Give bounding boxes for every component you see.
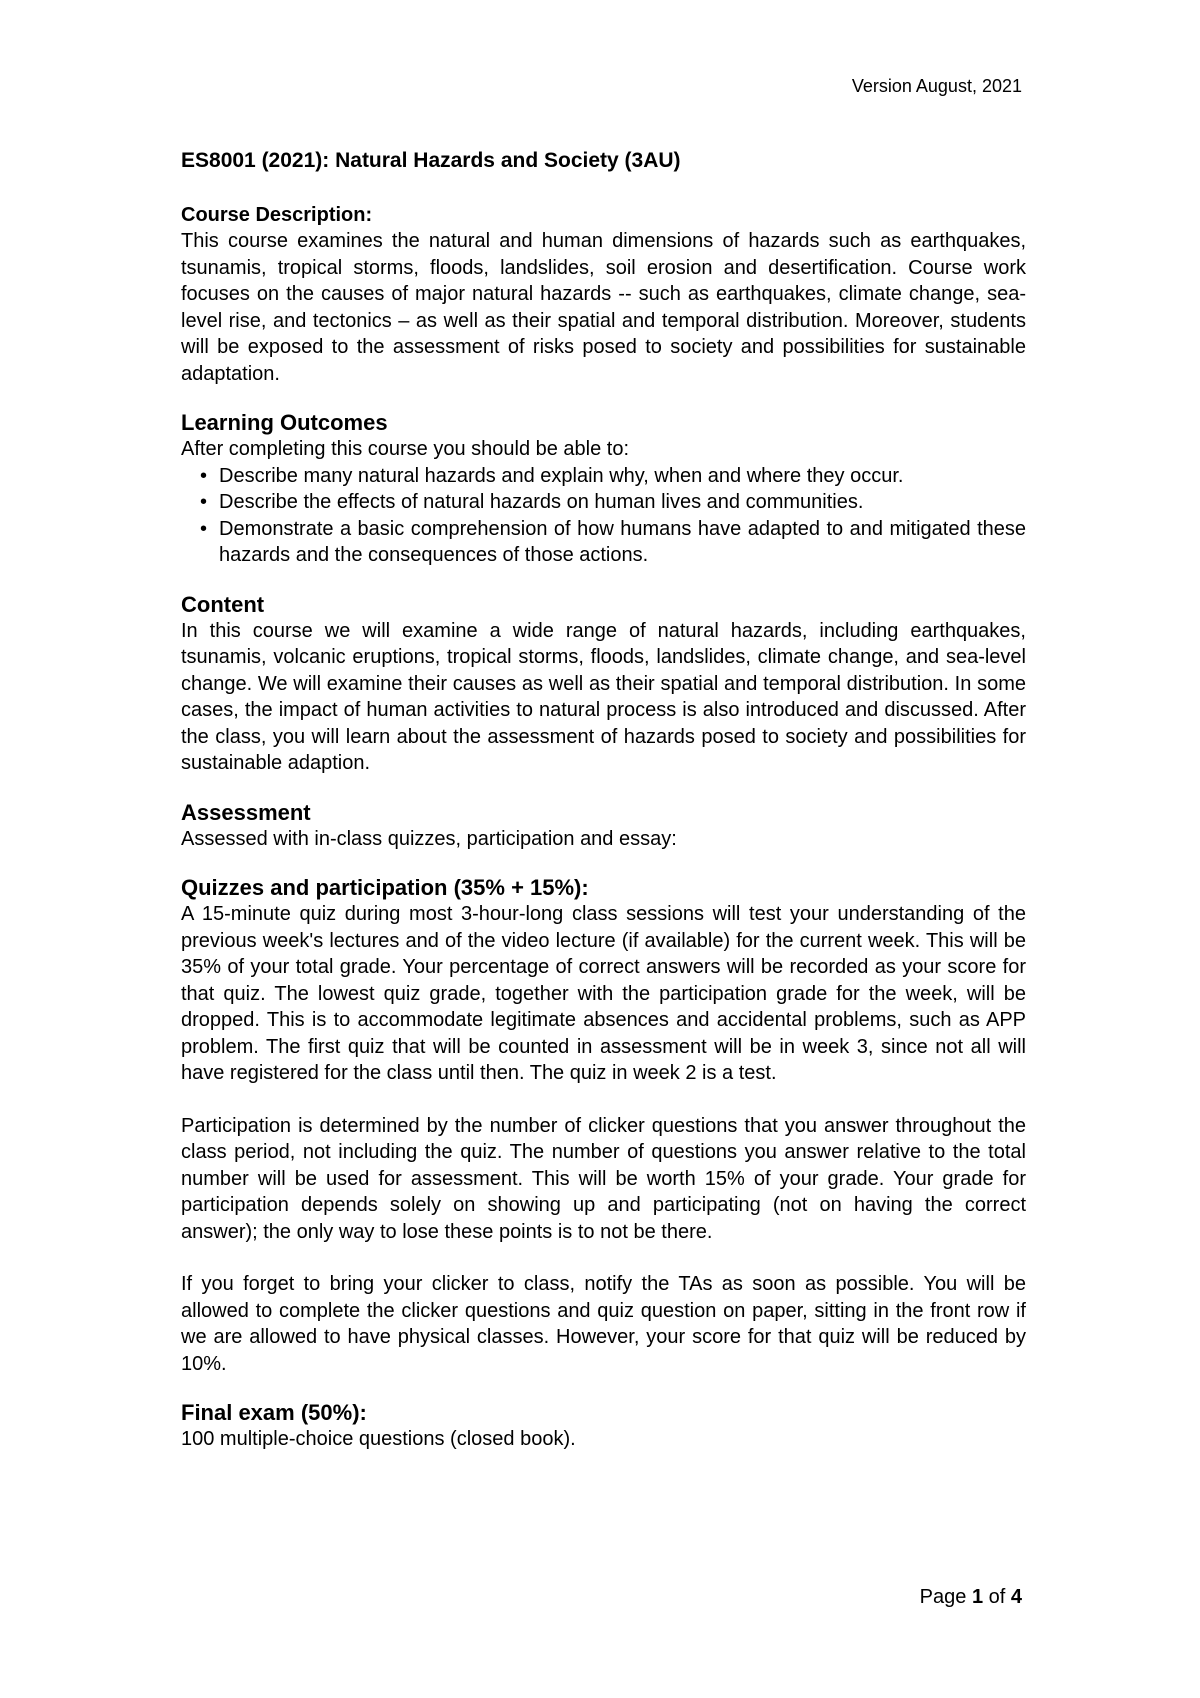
clicker-paragraph: If you forget to bring your clicker to class, notify the TAs as soon as possible. You will be allowed to complete the clicker questions and quiz question on paper, sitting in the front row if we are allowed to have physical classes. However, your score for that quiz will be reduced by 10%. — [181, 1273, 1026, 1375]
list-item — [181, 516, 1026, 569]
version-label: Version August, 2021 — [851, 76, 1022, 96]
bullet-icon: • — [200, 491, 208, 513]
course-description-text: This course examines the natural and human dimensions of hazards such as earthquakes, tsunamis, tropical storms, floods, landslides, soil erosion and desertification. Course work focuses on the causes of major natural hazards -- such as earthquakes, climate change, sea-level rise, and tectonics – as well as their spatial and temporal distribution. Moreover, students will be exposed to the assessment of risks posed to society and possibilities for sustainable adaptation. — [181, 230, 1026, 385]
content-text: In this course we will examine a wide range of natural hazards, including earthquakes, tsunamis, volcanic eruptions, tropical storms, floods, landslides, climate change, and sea-level change. We will examine their causes as well as their spatial and temporal distribution. In some cases, the impact of human activities to natural process is also introduced and discussed. After the class, you will learn about the assessment of hazards posed to society and possibilities for sustainable adaption. — [181, 619, 1026, 774]
quizzes-paragraph: A 15-minute quiz during most 3-hour-long class sessions will test your understanding of the previous week's lectures and of the video lecture (if available) for the current week. This will be 35% of your total grade. Your percentage of correct answers will be recorded as your score for that quiz. The lowest quiz grade, together with the participation grade for the week, will be dropped. This is to accommodate legitimate absences and accidental problems, such as APP problem. The first quiz that will be counted in assessment will be in week 3, since not all will have registered for the class until then. The quiz in week 2 is a test. — [181, 903, 1026, 1084]
learning-outcomes-heading: Learning Outcomes — [181, 410, 388, 435]
page-number: 1 — [971, 1586, 984, 1608]
page-total: 4 — [1010, 1586, 1022, 1608]
list-item-text: Describe the effects of natural hazards on human lives and communities. — [219, 491, 864, 513]
list-item — [181, 489, 1026, 516]
assessment-section — [181, 799, 1026, 853]
list-item-text: Demonstrate a basic comprehension of how humans have adapted to and mitigated these hazards and the consequences of those actions. — [219, 517, 1026, 566]
final-exam-text: 100 multiple-choice questions (closed book). — [181, 1428, 576, 1450]
quizzes-section — [181, 874, 1026, 1377]
document-body — [181, 148, 1026, 1453]
final-exam-heading: Final exam (50%): — [181, 1400, 367, 1425]
document-title: ES8001 (2021): Natural Hazards and Society (3AU) — [181, 149, 681, 172]
learning-outcomes-list — [181, 463, 1026, 569]
list-item — [181, 463, 1026, 490]
learning-outcomes-section — [181, 409, 1026, 569]
quizzes-heading: Quizzes and participation (35% + 15%): — [181, 875, 589, 900]
bullet-icon: • — [200, 464, 208, 487]
list-item-text: Describe many natural hazards and explain why, when and where they occur. — [219, 464, 904, 487]
of-word: of — [988, 1586, 1006, 1608]
course-description-heading: Course Description: — [181, 204, 373, 226]
page-number-footer — [920, 1585, 1022, 1609]
learning-outcomes-intro: After completing this course you should be able to: — [181, 438, 630, 460]
assessment-heading: Assessment — [181, 799, 311, 825]
content-heading: Content — [181, 591, 265, 617]
page-word: Page — [919, 1586, 967, 1608]
bullet-icon: • — [200, 517, 208, 540]
assessment-text: Assessed with in-class quizzes, participation and essay: — [181, 827, 677, 850]
final-exam-section — [181, 1399, 1026, 1453]
content-section — [181, 591, 1026, 777]
participation-paragraph: Participation is determined by the number of clicker questions that you answer throughout the class period, not including the quiz. The number of questions you answer relative to the total number will be used for assessment. This will be worth 15% of your grade. Your grade for participation depends solely on showing up and participating (not on having the correct answer); the only way to lose these points is to not be there. — [181, 1114, 1026, 1243]
course-description-section — [181, 202, 1026, 387]
